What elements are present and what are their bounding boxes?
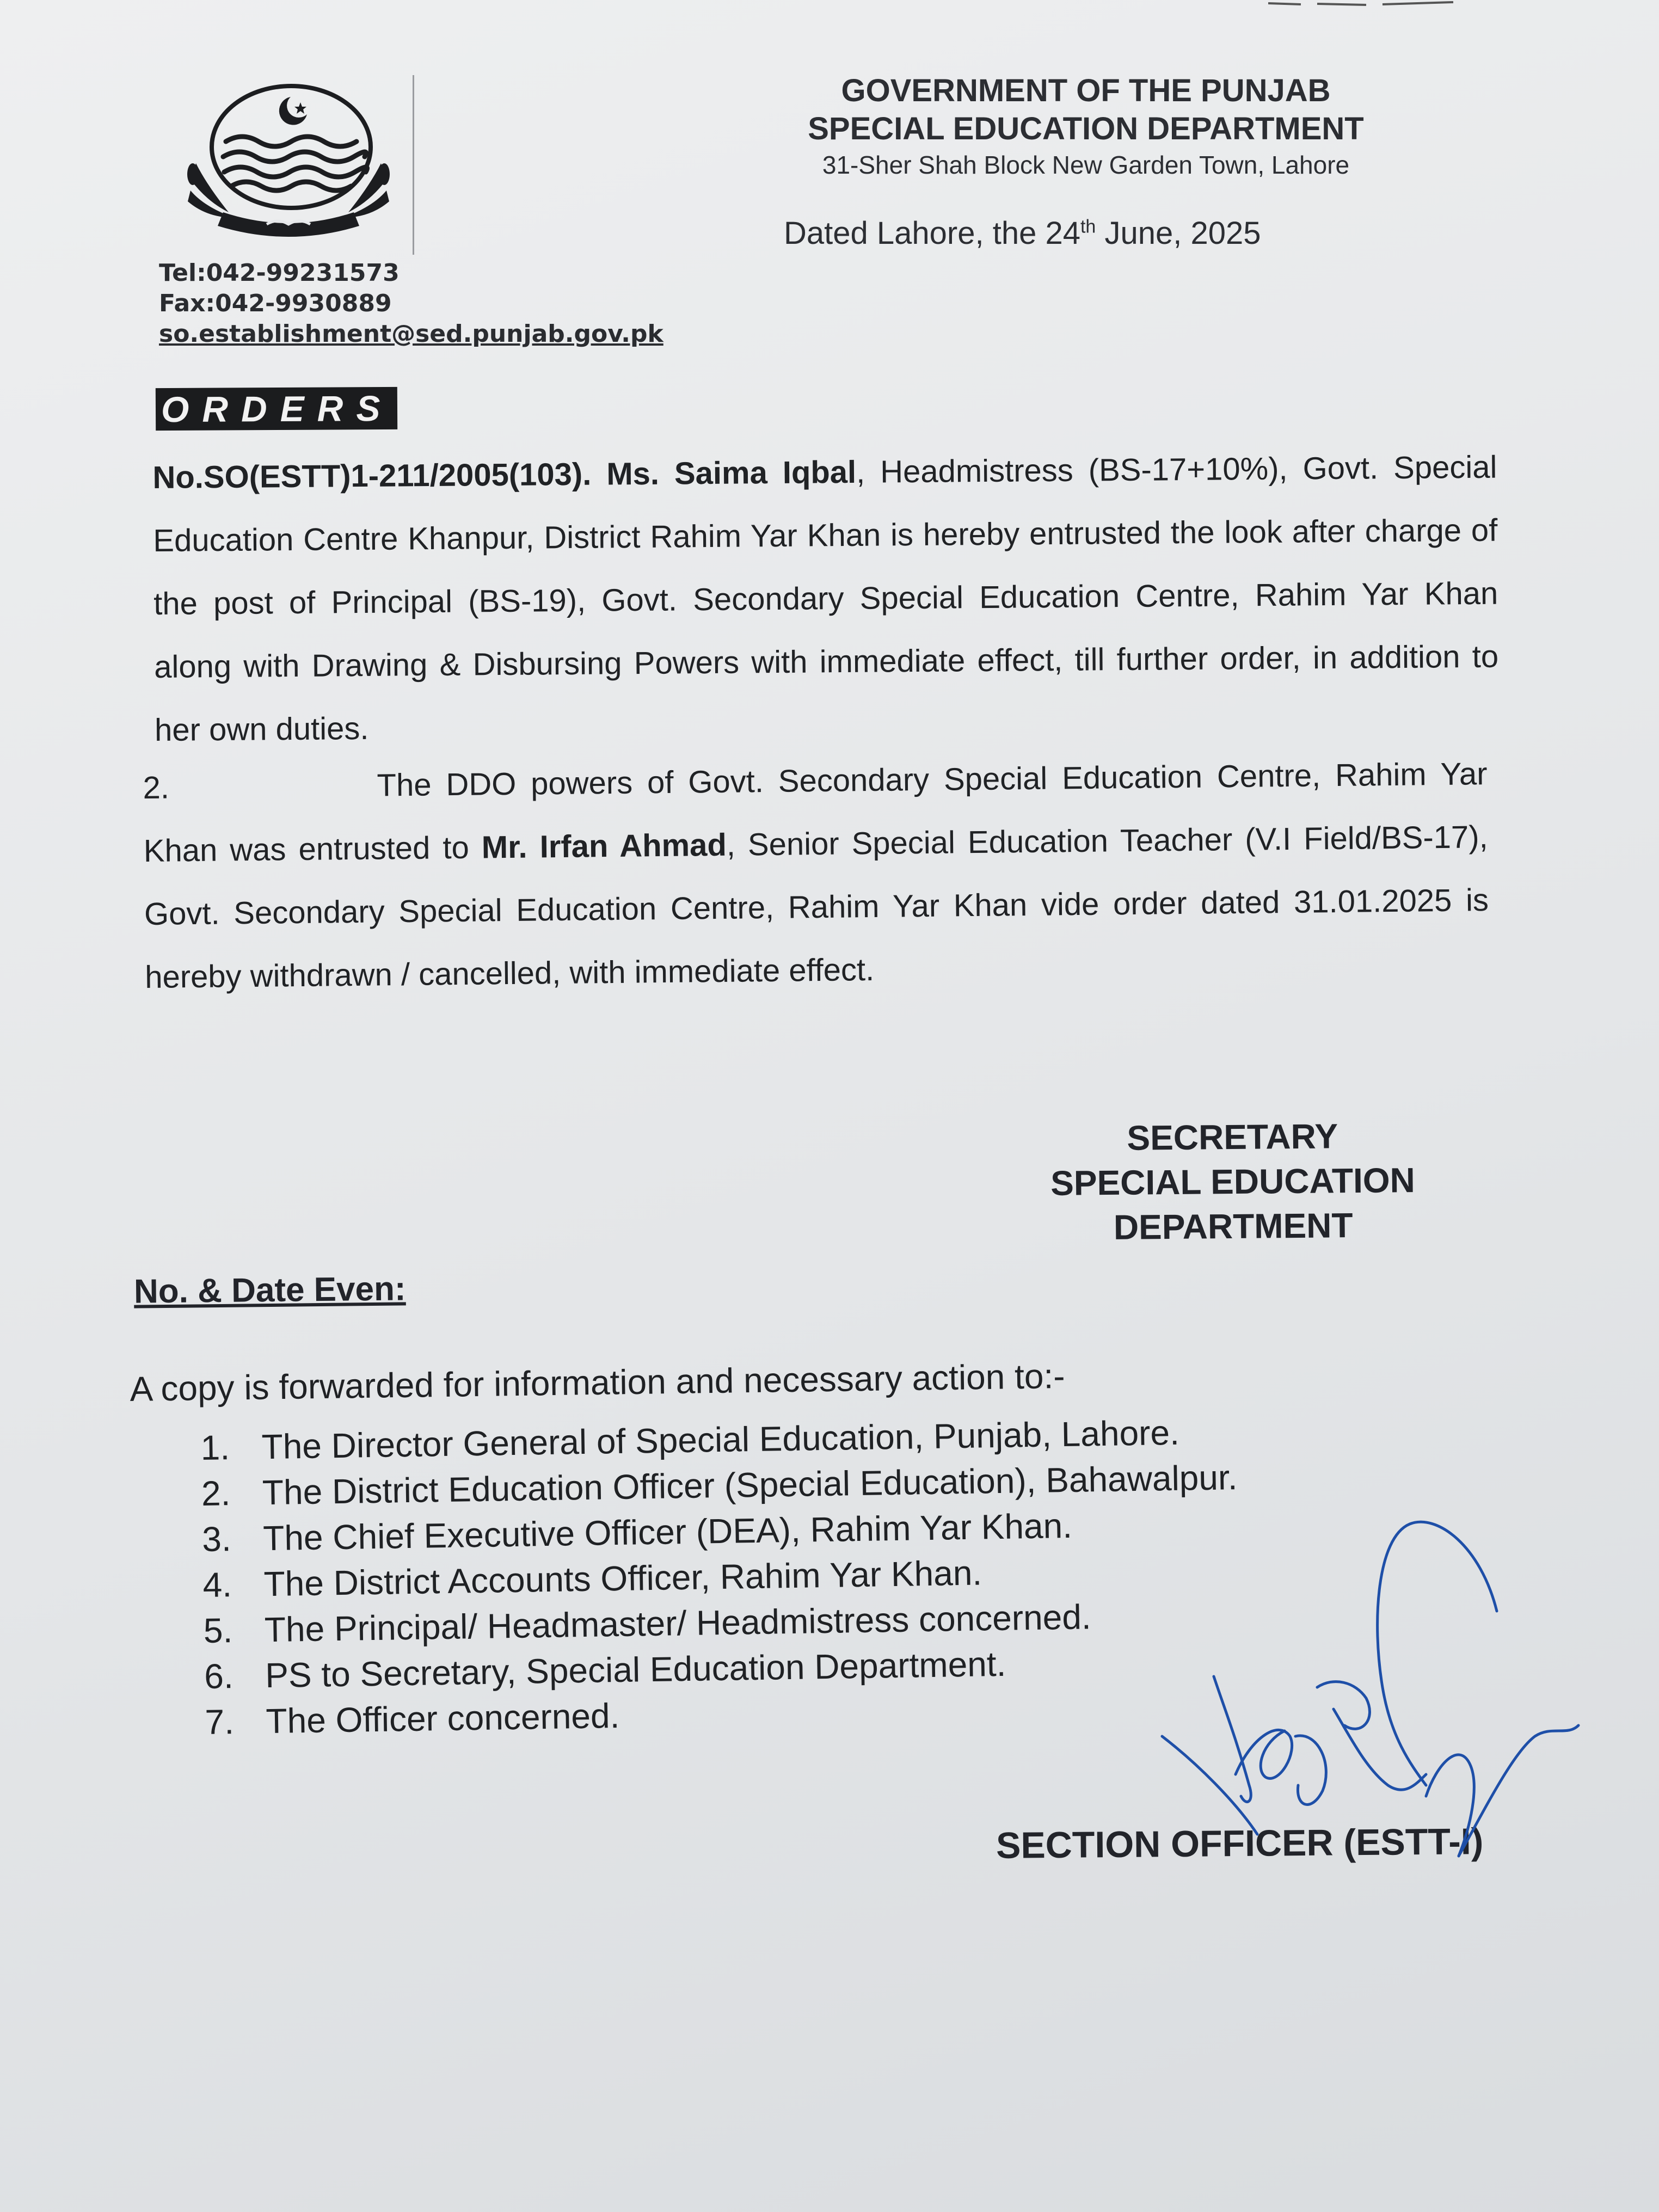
orders-heading: ORDERS [156,387,398,431]
distribution-list [200,1409,1242,1745]
punjab-government-emblem-icon [174,82,403,245]
letterhead-title [718,72,1453,182]
top-edge-mark [1268,0,1464,8]
letter-date: Dated Lahore, the 24th June, 2025 [784,216,1261,251]
list-item: 7. The Officer concerned. [205,1695,620,1742]
order-number: No.SO(ESTT)1-211/2005(103). [152,456,592,495]
secretary-block: SECRETARY SPECIAL EDUCATION DEPARTMENT [1050,1116,1416,1247]
appointee-name: Ms. Saima Iqbal [606,454,857,492]
order-paragraph-1 [152,436,1499,762]
withdrawn-officer-name: Mr. Irfan Ahmad [481,827,727,865]
order-paragraph-1-text: , Headmistress (BS-17+10%), Govt. Special Education Centre Khanpur, District Rahim Yar Khan is hereby entrusted the look after charge of the post of Principal (BS-19), Govt. Secondary Special Education Centre, Rahim Yar Khan along with Drawing & Disbursing Powers with immediate effect, till further order, in addition to her own duties. [153,449,1499,748]
copy-forward-intro: A copy is forwarded for information and necessary action to:- [130,1356,1066,1409]
order-paragraph-2: 2. The DDO powers of Govt. Secondary Special Education Centre, Rahim Yar Khan was entrusted to Mr. Irfan Ahmad, Senior Special Education Teacher (V.I Field/BS-17), Govt. Secondary Special Education Centre, Rahim Yar Khan vide order dated 31.01.2025 is hereby withdrawn / cancelled, with immediate effect. [143,742,1490,1009]
list-item: 5. The Principal/ Headmaster/ Headmistress concerned. [203,1597,1092,1650]
paragraph-number: 2. [143,770,170,806]
list-item: 3. The Chief Executive Officer (DEA), Rahim Yar Khan. [201,1506,1073,1559]
list-item: 1. The Director General of Special Education, Punjab, Lahore. [200,1412,1180,1467]
section-officer-title: SECTION OFFICER (ESTT-I) [996,1821,1484,1866]
fax-number: Fax:042-9930889 [159,290,392,317]
email-address: so.establishment@sed.punjab.gov.pk [159,320,663,348]
list-item: 4. The District Accounts Officer, Rahim Yar Khan. [202,1553,982,1605]
list-item: 6. PS to Secretary, Special Education Department. [204,1644,1006,1696]
government-name: GOVERNMENT OF THE PUNJAB [841,73,1331,108]
department-address: 31-Sher Shah Block New Garden Town, Lahore [822,151,1350,179]
department-name: SPECIAL EDUCATION DEPARTMENT [808,111,1364,146]
no-date-even-heading: No. & Date Even: [133,1270,406,1311]
phone-number: Tel:042-99231573 [159,259,400,287]
letterhead-divider [413,75,414,255]
handwritten-signature [1154,1480,1622,1894]
list-item: 2. The District Education Officer (Special Education), Bahawalpur. [201,1458,1238,1513]
contact-block [159,258,663,349]
